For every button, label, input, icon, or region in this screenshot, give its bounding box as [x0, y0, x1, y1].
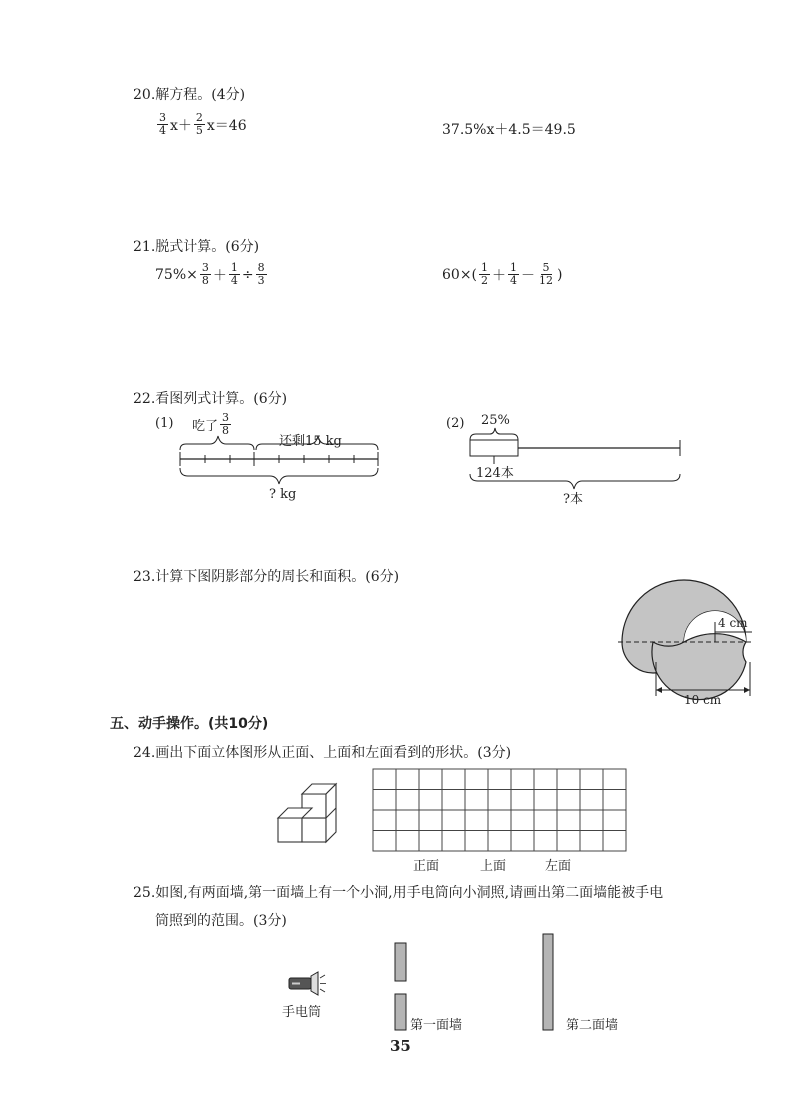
expr-op: ＋ — [212, 267, 227, 284]
frac-den: 4 — [159, 124, 166, 137]
expr-op: － — [521, 267, 536, 284]
q22-part1-label: (1) — [155, 416, 174, 431]
q23-dim-small: 4 cm — [718, 616, 748, 630]
frac-num: 3 — [222, 411, 230, 424]
frac-num: 3 — [159, 111, 166, 124]
expr-op: ÷ — [241, 266, 254, 283]
frac-num: 1 — [510, 261, 518, 274]
q20-title: 20.解方程。(4分) — [133, 87, 246, 103]
q22-part2-percent: 25% — [481, 413, 510, 428]
q23-dim-large: 10 cm — [684, 693, 722, 707]
q22-part2-part: 124本 — [476, 466, 514, 481]
section-5-title: 五、动手操作。(共10分) — [110, 716, 269, 732]
q25-title-line2: 筒照到的范围。(3分) — [155, 913, 287, 929]
frac-den: 4 — [230, 274, 238, 287]
q21-title: 21.脱式计算。(6分) — [133, 239, 260, 255]
frac-den: 12 — [539, 274, 554, 287]
q22-part2-label: (2) — [446, 416, 465, 431]
q20-equation-2: 37.5%x＋4.5＝49.5 — [442, 122, 576, 138]
frac-den: 8 — [222, 424, 230, 437]
expr-text: ) — [557, 266, 563, 283]
expr-text: 75%× — [155, 266, 198, 283]
frac-num: 8 — [257, 261, 265, 274]
view-top-label: 上面 — [480, 859, 507, 874]
view-front-label: 正面 — [413, 859, 440, 874]
q22-title: 22.看图列式计算。(6分) — [133, 391, 288, 407]
frac-den: 5 — [195, 124, 203, 137]
frac-num: 1 — [481, 261, 489, 274]
q22-part2-total: ?本 — [563, 492, 583, 507]
second-wall-label: 第二面墙 — [566, 1018, 619, 1033]
frac-den: 8 — [201, 274, 209, 287]
frac-num: 2 — [195, 111, 203, 124]
q22-part1-total: ? kg — [269, 487, 297, 502]
first-wall-upper — [395, 943, 406, 981]
frac-num: 5 — [542, 261, 550, 274]
frac-num: 3 — [201, 261, 209, 274]
q25-title-line1: 25.如图,有两面墙,第一面墙上有一个小洞,用手电筒向小洞照,请画出第二面墙能被手电 — [133, 885, 664, 901]
page-number: 35 — [390, 1037, 411, 1055]
expr-op: ＋ — [492, 267, 507, 284]
frac-den: 3 — [257, 274, 265, 287]
frac-num: 1 — [230, 261, 238, 274]
second-wall — [543, 934, 553, 1030]
flashlight-icon — [289, 972, 326, 995]
q22-part1-remaining-label: 还剩15 kg — [279, 434, 342, 449]
ate-text: 吃了 — [192, 419, 219, 434]
first-wall-label: 第一面墙 — [410, 1018, 463, 1033]
frac-den: 2 — [481, 274, 489, 287]
q24-title: 24.画出下面立体图形从正面、上面和左面看到的形状。(3分) — [133, 745, 512, 761]
expr-text: 60×( — [442, 266, 478, 283]
eq-text: x＋ — [170, 117, 192, 134]
first-wall-lower — [395, 994, 406, 1030]
flashlight-label: 手电筒 — [282, 1005, 322, 1020]
frac-den: 4 — [510, 274, 518, 287]
q23-title: 23.计算下图阴影部分的周长和面积。(6分) — [133, 569, 400, 585]
eq-text: x＝46 — [206, 117, 247, 134]
view-left-label: 左面 — [545, 859, 572, 874]
